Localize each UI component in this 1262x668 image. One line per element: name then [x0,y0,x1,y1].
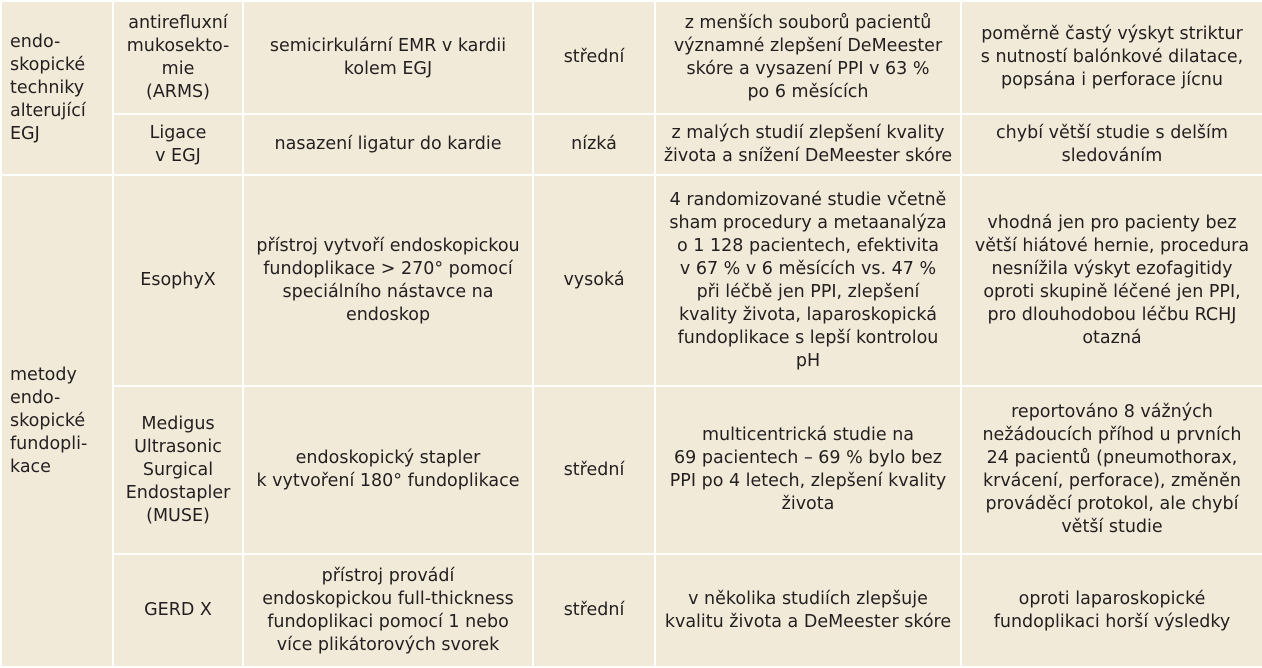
evidence-cell: střední [533,386,655,554]
results-cell: z malých studií zlepšení kvality života a snížení DeMeester skóre [655,114,961,175]
evidence-cell: nízká [533,114,655,175]
notes-cell: vhodná jen pro pacienty bez větší hiátové hernie, procedura nesnížila výskyt ezofagitidy oproti skupině léčené jen PPI, pro dlouhodobou léčbu RCHJ otazná [961,175,1262,386]
principle-cell: nasazení ligatur do kardie [243,114,533,175]
method-cell: Ligace v EGJ [113,114,243,175]
evidence-cell: střední [533,554,655,667]
results-cell: z menších souborů pacientů významné zlepšení DeMeester skóre a vysazení PPI v 63 % po 6 měsících [655,1,961,114]
evidence-cell: vysoká [533,175,655,386]
results-cell: v několika studiích zlepšuje kvalitu života a DeMeester skóre [655,554,961,667]
table-row [1,386,1262,554]
method-cell: EsophyX [113,175,243,386]
table-row [1,114,1262,175]
table-row [1,1,1262,114]
notes-cell: oproti laparoskopické fundoplikaci horší výsledky [961,554,1262,667]
category-cell: endo- skopické techniky alterující EGJ [1,1,113,175]
evidence-cell: střední [533,1,655,114]
principle-cell: semicirkulární EMR v kardii kolem EGJ [243,1,533,114]
notes-cell: chybí větší studie s delším sledováním [961,114,1262,175]
principle-cell: endoskopický stapler k vytvoření 180° fundoplikace [243,386,533,554]
principle-cell: přístroj vytvoří endoskopickou fundoplikace > 270° pomocí speciálního nástavce na endoskop [243,175,533,386]
category-cell: metody endo- skopické fundopli- kace [1,175,113,667]
results-cell: 4 randomizované studie včetně sham procedury a metaanalýza o 1 128 pacientech, efektivita v 67 % v 6 měsících vs. 47 % při léčbě jen PPI, zlepšení kvality života, laparoskopická fundoplikace s lepší kontrolou pH [655,175,961,386]
results-cell: multicentrická studie na 69 pacientech – 69 % bylo bez PPI po 4 letech, zlepšení kvality života [655,386,961,554]
principle-cell: přístroj provádí endoskopickou full-thickness fundoplikaci pomocí 1 nebo více plikátorových svorek [243,554,533,667]
method-cell: Medigus Ultrasonic Surgical Endostapler (MUSE) [113,386,243,554]
method-cell: antirefluxní mukosekto- mie (ARMS) [113,1,243,114]
notes-cell: reportováno 8 vážných nežádoucích příhod u prvních 24 pacientů (pneumothorax, krvácení, perforace), změněn prováděcí protokol, ale chybí větší studie [961,386,1262,554]
table-row [1,554,1262,667]
method-cell: GERD X [113,554,243,667]
notes-cell: poměrně častý výskyt striktur s nutností balónkové dilatace, popsána i perforace jícnu [961,1,1262,114]
table-row [1,175,1262,386]
